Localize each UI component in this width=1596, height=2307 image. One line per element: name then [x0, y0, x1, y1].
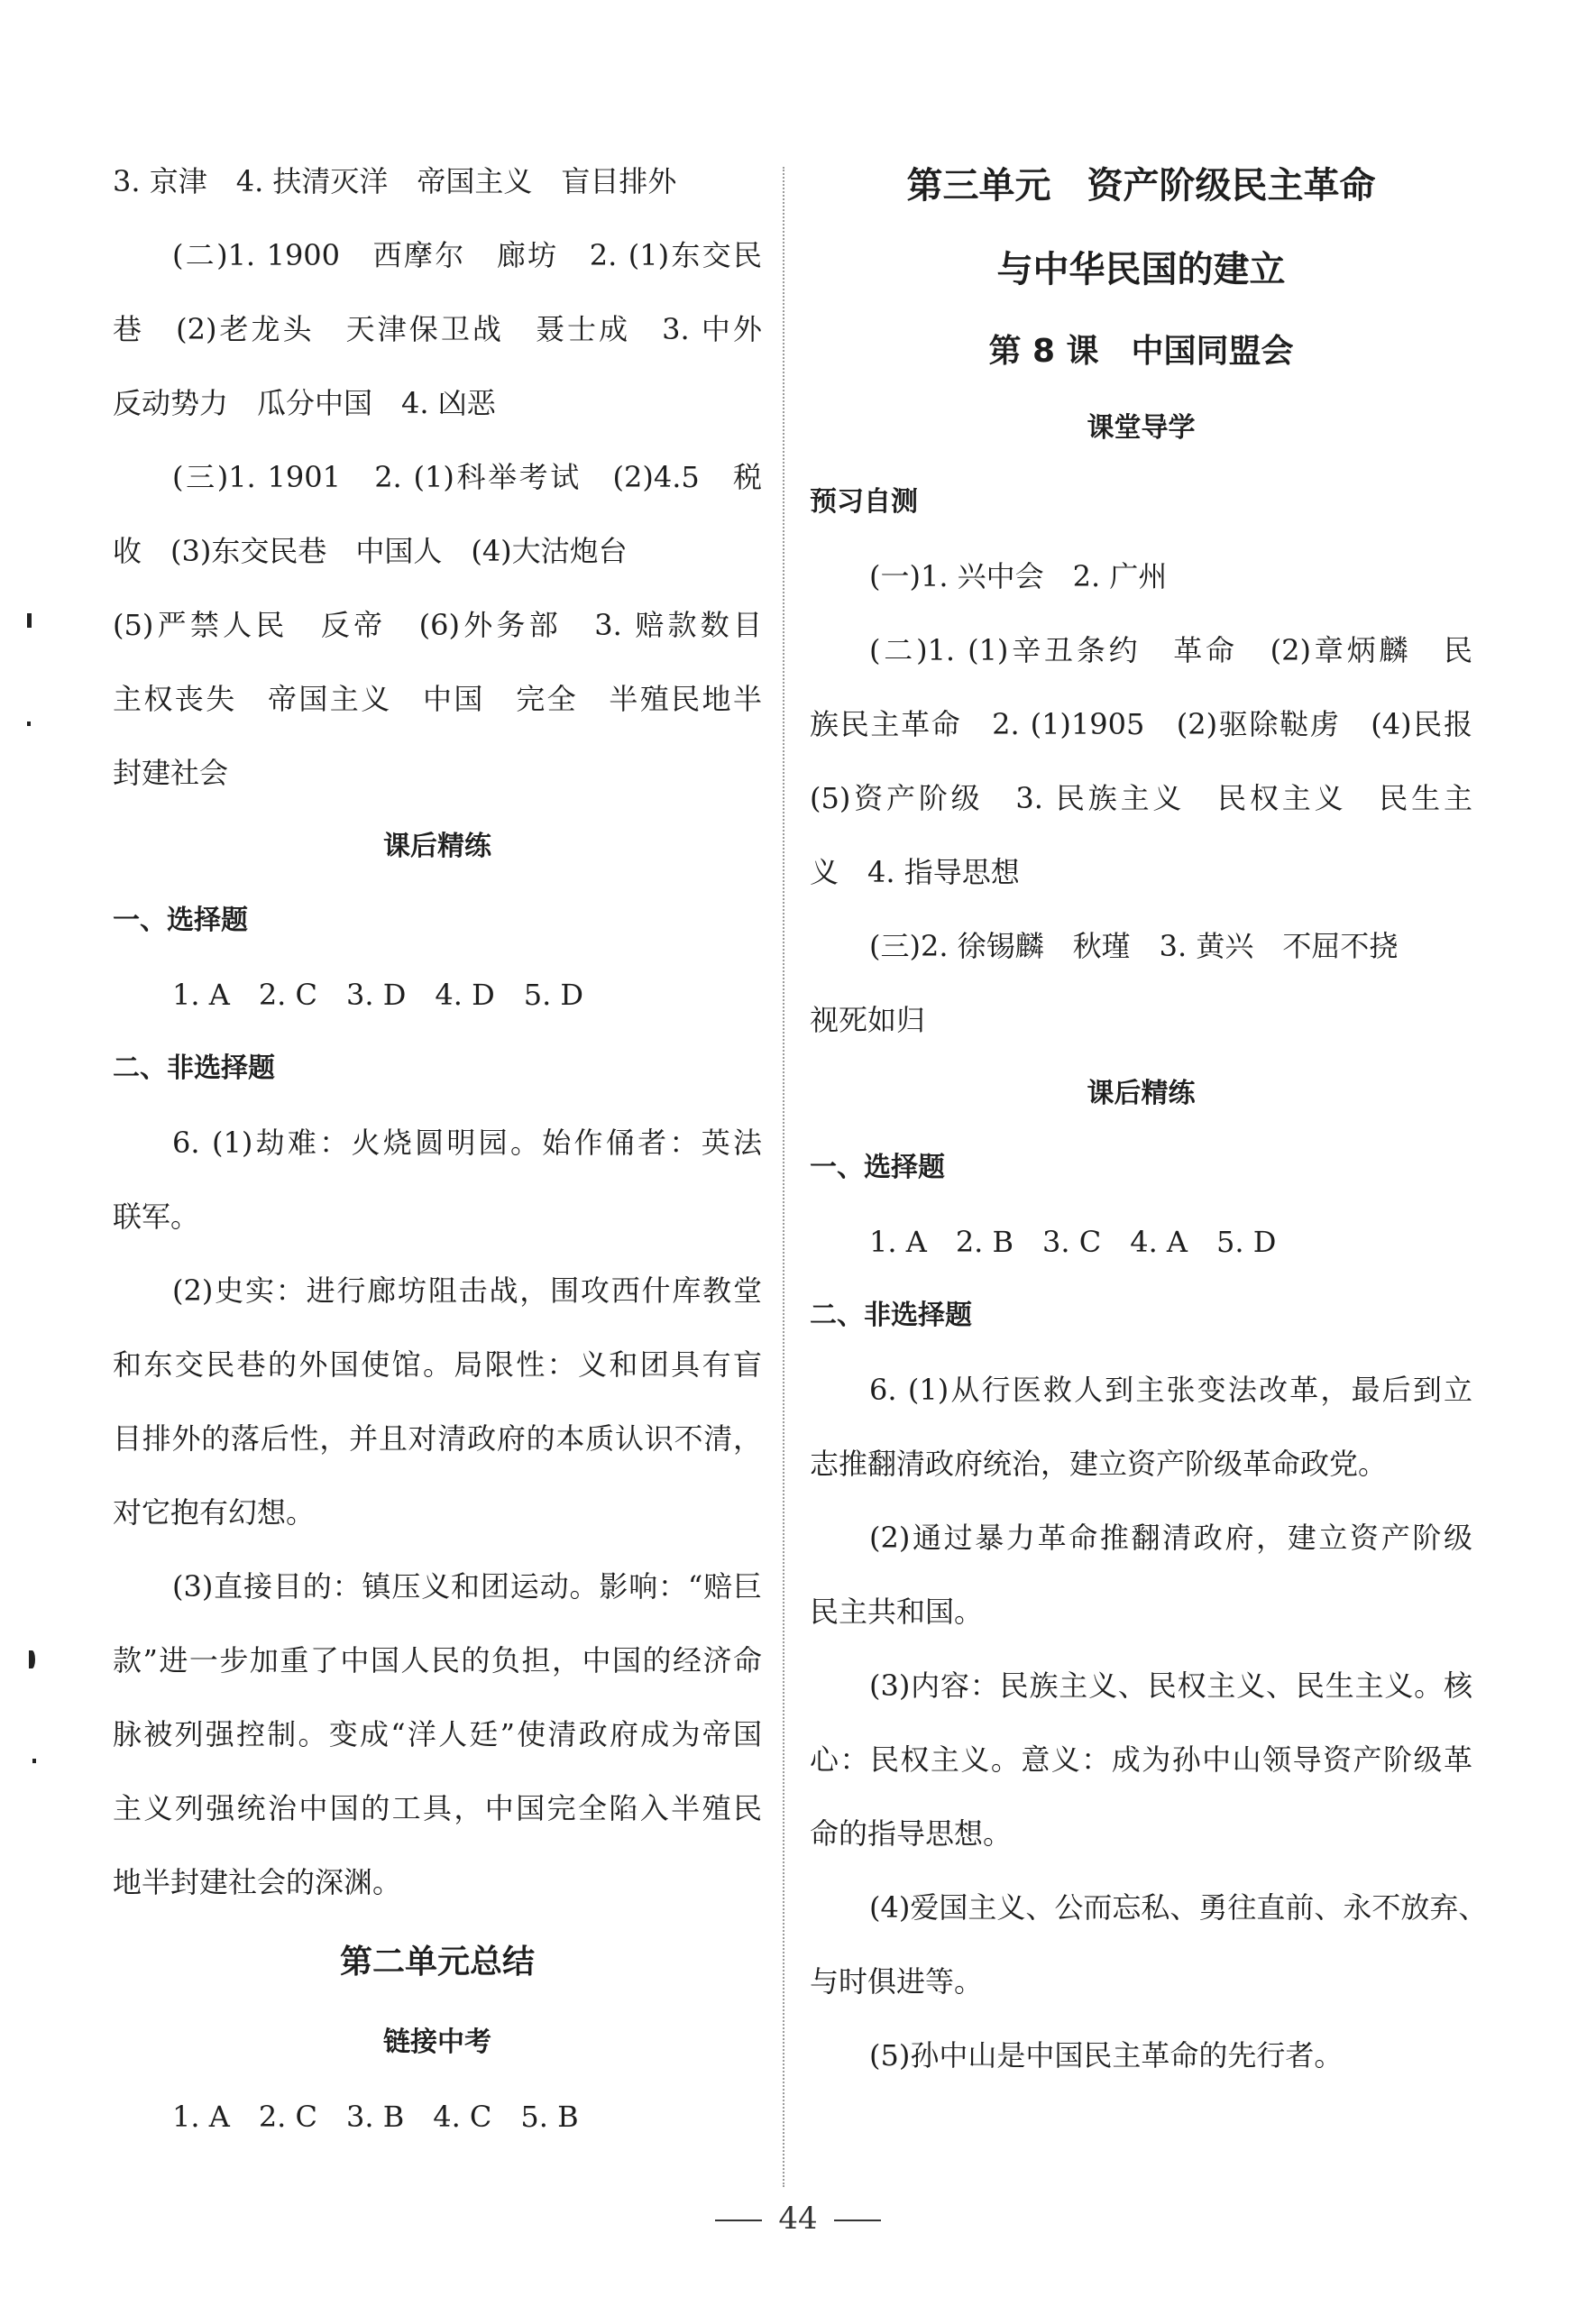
text-line: 与时俱进等。 [810, 1964, 984, 1999]
text-line: 族民主革命 2. (1)1905 (2)驱除鞑虏 (4)民报 [810, 707, 1472, 741]
text-line: 命的指导思想。 [810, 1816, 1013, 1851]
text-line: 课堂导学 [1087, 412, 1196, 444]
text-line: (三)2. 徐锡麟 秋瑾 3. 黄兴 不屈不挠 [869, 929, 1399, 963]
page-number: 44 [778, 2201, 818, 2237]
footer-dash [715, 2220, 762, 2221]
text-line: 第二单元总结 [339, 1944, 535, 1981]
text-line: (3)内容：民族主义、民权主义、民生主义。核 [869, 1668, 1472, 1703]
text-line: 民主共和国。 [810, 1595, 984, 1629]
text-line: (二)1. 1900 西摩尔 廊坊 2. (1)东交民 [172, 238, 762, 272]
footer-dash [834, 2220, 881, 2221]
text-line: 款”进一步加重了中国人民的负担，中国的经济命 [113, 1643, 762, 1677]
margin-mark [29, 1650, 35, 1668]
text-line: 志推翻清政府统治，建立资产阶级革命政党。 [810, 1447, 1388, 1481]
margin-mark [27, 613, 32, 628]
text-line: (5)严禁人民 反帝 (6)外务部 3. 赔款数目 [113, 608, 762, 642]
text-line: (3)直接目的：镇压义和团运动。影响：“赔巨 [172, 1569, 762, 1604]
page-footer [0, 2201, 1596, 2237]
text-line: 与中华民国的建立 [996, 249, 1286, 290]
text-line: 脉被列强控制。变成“洋人廷”使清政府成为帝国 [113, 1717, 762, 1751]
text-line: 地半封建社会的深渊。 [113, 1865, 402, 1899]
text-line: 联军。 [113, 1199, 200, 1234]
text-line: (一)1. 兴中会 2. 广州 [869, 559, 1168, 593]
text-line: (三)1. 1901 2. (1)科举考试 (2)4.5 税 [172, 460, 762, 494]
text-line: 链接中考 [383, 2027, 491, 2058]
text-line: 第三单元 资产阶级民主革命 [906, 165, 1376, 207]
text-line: 巷 (2)老龙头 天津保卫战 聂士成 3. 中外 [113, 312, 762, 346]
text-line: 第 8 课 中国同盟会 [988, 333, 1294, 370]
text-line: (4)爱国主义、公而忘私、勇往直前、永不放弃、 [869, 1890, 1488, 1925]
left-column [113, 144, 762, 2154]
text-line: 反动势力 瓜分中国 4. 凶恶 [113, 386, 496, 420]
text-line: 课后精练 [1087, 1078, 1196, 1109]
text-line: 义 4. 指导思想 [810, 855, 1020, 889]
text-line: (2)史实：进行廊坊阻击战，围攻西什库教堂 [172, 1273, 762, 1308]
text-line: 1. A 2. B 3. C 4. A 5. D [869, 1225, 1277, 1259]
text-line: 课后精练 [383, 831, 491, 862]
text-line: (5)孙中山是中国民主革命的先行者。 [869, 2038, 1344, 2073]
text-line: 一、选择题 [113, 905, 248, 936]
text-line: 6. (1)劫难：火烧圆明园。始作俑者：英法 [172, 1126, 762, 1160]
right-column [810, 144, 1488, 2092]
text-line: 视死如归 [810, 1003, 926, 1037]
text-line: (5)资产阶级 3. 民族主义 民权主义 民生主 [810, 781, 1472, 815]
text-line: 6. (1)从行医救人到主张变法改革，最后到立 [869, 1373, 1472, 1407]
text-line: 1. A 2. C 3. D 4. D 5. D [172, 978, 584, 1012]
column-divider [783, 167, 784, 2187]
text-line: 封建社会 [113, 756, 229, 790]
text-line: 对它抱有幻想。 [113, 1495, 316, 1530]
text-line: 目排外的落后性，并且对清政府的本质认识不清， [113, 1421, 762, 1456]
text-line: (2)通过暴力革命推翻清政府，建立资产阶级 [869, 1521, 1472, 1555]
text-line: 心：民权主义。意义：成为孙中山领导资产阶级革 [810, 1742, 1472, 1777]
text-line: 3. 京津 4. 扶清灭洋 帝国主义 盲目排外 [113, 164, 677, 198]
text-line: 二、非选择题 [810, 1300, 972, 1331]
text-line: 预习自测 [810, 486, 918, 518]
text-line: 收 (3)东交民巷 中国人 (4)大沽炮台 [113, 534, 628, 568]
margin-mark [32, 1759, 36, 1763]
text-line: 一、选择题 [810, 1152, 945, 1183]
margin-mark [27, 722, 31, 726]
text-line: 主义列强统治中国的工具，中国完全陷入半殖民 [113, 1791, 762, 1825]
text-line: 主权丧失 帝国主义 中国 完全 半殖民地半 [113, 682, 762, 716]
text-line: (二)1. (1)辛丑条约 革命 (2)章炳麟 民 [869, 633, 1472, 667]
text-line: 和东交民巷的外国使馆。局限性：义和团具有盲 [113, 1347, 762, 1382]
text-line: 1. A 2. C 3. B 4. C 5. B [172, 2100, 579, 2134]
text-line: 二、非选择题 [113, 1052, 275, 1084]
